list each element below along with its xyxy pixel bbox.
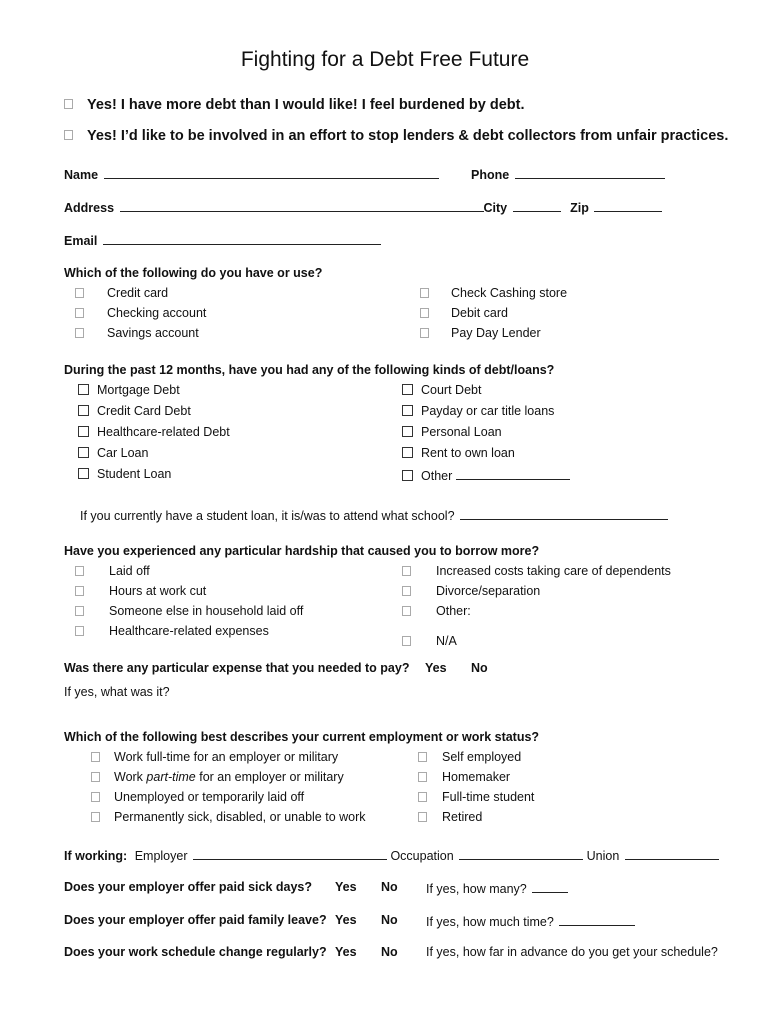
leave-yes-option[interactable]: Yes	[335, 913, 357, 927]
q1-question: Which of the following do you have or use?	[64, 266, 323, 280]
q2-option-label: Mortgage Debt	[97, 383, 180, 397]
intro-involved-label: Yes! I’d like to be involved in an effort to stop lenders & debt collectors from unfair practices.	[87, 128, 729, 144]
checkbox[interactable]	[78, 405, 89, 416]
q1-option-label: Debit card	[451, 306, 508, 320]
working-label: If working:	[64, 849, 128, 863]
q2-option[interactable]	[78, 467, 171, 481]
checkbox[interactable]	[75, 586, 84, 596]
checkbox[interactable]	[78, 426, 89, 437]
checkbox[interactable]	[75, 566, 84, 576]
q3-option[interactable]	[402, 584, 541, 598]
q1-option-label: Credit card	[107, 286, 169, 300]
q5-option-label: Retired	[442, 810, 483, 824]
q3-option-label: Hours at work cut	[109, 584, 207, 598]
schedule-question: Does your work schedule change regularly?	[64, 945, 327, 959]
q1-option[interactable]	[75, 326, 199, 340]
q3-option[interactable]	[402, 564, 671, 578]
q1-option-label: Savings account	[107, 326, 199, 340]
q5-option-label: Unemployed or temporarily laid off	[114, 790, 305, 804]
checkbox[interactable]	[402, 447, 413, 458]
checkbox[interactable]	[75, 308, 84, 318]
q5-option-label: Self employed	[442, 750, 522, 764]
employer-label: Employer	[134, 849, 188, 863]
q3-option-label: Increased costs taking care of dependents	[436, 564, 671, 578]
email-label: Email	[64, 234, 98, 248]
q1-option-label: Checking account	[107, 306, 207, 320]
q2-option-label: Payday or car title loans	[421, 404, 555, 418]
q3-option-label: Healthcare-related expenses	[109, 624, 269, 638]
sick-followup-row	[426, 880, 568, 896]
leave-time-field[interactable]	[559, 913, 635, 926]
address-field-row	[64, 199, 662, 215]
checkbox[interactable]	[402, 384, 413, 395]
q5-option[interactable]	[418, 790, 535, 804]
checkbox[interactable]	[91, 772, 100, 782]
q3-option[interactable]	[402, 634, 457, 648]
zip-label: Zip	[570, 201, 589, 215]
q2-option-label: Student Loan	[97, 467, 172, 481]
checkbox[interactable]	[420, 288, 429, 298]
intro-involved-row[interactable]	[64, 128, 728, 144]
sick-yes-option[interactable]: Yes	[335, 880, 357, 894]
city-label: City	[483, 201, 508, 215]
q2-question: During the past 12 months, have you had any of the following kinds of debt/loans?	[64, 363, 555, 377]
city-field[interactable]	[513, 199, 561, 212]
q3-option-label: N/A	[436, 634, 457, 648]
q3-option[interactable]	[75, 584, 207, 598]
q5-option[interactable]	[91, 770, 344, 784]
q3-option-label: Other:	[436, 604, 471, 618]
checkbox[interactable]	[78, 447, 89, 458]
page-title: Fighting for a Debt Free Future	[240, 48, 530, 71]
union-label: Union	[586, 849, 620, 863]
sick-followup: If yes, how many?	[426, 882, 527, 896]
q5-option-label: Homemaker	[442, 770, 511, 784]
name-field[interactable]	[104, 166, 439, 179]
student-loan-row	[80, 507, 668, 523]
q2-option-label: Personal Loan	[421, 425, 502, 439]
q1-option-label: Check Cashing store	[451, 286, 568, 300]
q3-option[interactable]	[75, 564, 150, 578]
q5-option-label: Work part-time for an employer or military	[114, 770, 344, 784]
q3-option[interactable]	[75, 604, 304, 618]
checkbox[interactable]	[402, 405, 413, 416]
phone-field[interactable]	[515, 166, 665, 179]
q2-option[interactable]	[402, 404, 554, 418]
q1-option[interactable]	[420, 286, 568, 300]
q1-option[interactable]	[75, 286, 169, 300]
q4-no-option[interactable]: No	[471, 661, 488, 675]
schedule-no-option[interactable]: No	[381, 945, 398, 959]
checkbox[interactable]	[78, 468, 89, 479]
q1-option-label: Pay Day Lender	[451, 326, 541, 340]
q5-option-label: Work full-time for an employer or military	[114, 750, 339, 764]
q3-option-label: Laid off	[109, 564, 150, 578]
checkbox[interactable]	[420, 308, 429, 318]
leave-followup: If yes, how much time?	[426, 915, 554, 929]
schedule-yes-option[interactable]: Yes	[335, 945, 357, 959]
checkbox[interactable]	[418, 772, 427, 782]
q3-option[interactable]	[402, 604, 471, 618]
q3-option[interactable]	[75, 624, 269, 638]
q2-option[interactable]	[78, 383, 180, 397]
checkbox[interactable]	[64, 99, 73, 109]
q5-option-label: Full-time student	[442, 790, 535, 804]
q4-followup: If yes, what was it?	[64, 685, 170, 699]
q5-option[interactable]	[418, 750, 522, 764]
employer-field[interactable]	[193, 847, 387, 860]
q1-option[interactable]	[420, 326, 541, 340]
checkbox[interactable]	[402, 426, 413, 437]
checkbox[interactable]	[75, 626, 84, 636]
checkbox[interactable]	[418, 812, 427, 822]
checkbox[interactable]	[402, 586, 411, 596]
q1-option[interactable]	[75, 306, 207, 320]
email-field[interactable]	[103, 232, 381, 245]
q5-option[interactable]	[91, 790, 305, 804]
q5-option[interactable]	[418, 770, 511, 784]
checkbox[interactable]	[64, 130, 73, 140]
q2-option-label: Healthcare-related Debt	[97, 425, 230, 439]
checkbox[interactable]	[402, 636, 411, 646]
q3-option-label: Someone else in household laid off	[109, 604, 304, 618]
email-field-row	[64, 232, 381, 248]
q1-option[interactable]	[420, 306, 508, 320]
checkbox[interactable]	[418, 792, 427, 802]
checkbox[interactable]	[91, 792, 100, 802]
occupation-label: Occupation	[390, 849, 454, 863]
occupation-field[interactable]	[459, 847, 583, 860]
checkbox[interactable]	[78, 384, 89, 395]
q2-option[interactable]	[78, 446, 148, 460]
q4-yes-option[interactable]: Yes	[425, 661, 447, 675]
q5-option-label: Permanently sick, disabled, or unable to work	[114, 810, 366, 824]
q2-option-label: Car Loan	[97, 446, 149, 460]
q4-question: Was there any particular expense that you needed to pay?	[64, 661, 410, 675]
checkbox[interactable]	[75, 606, 84, 616]
name-label: Name	[64, 168, 99, 182]
school-field[interactable]	[460, 507, 668, 520]
intro-burdened-row[interactable]	[64, 97, 525, 113]
q5-question: Which of the following best describes your current employment or work status?	[64, 730, 540, 744]
checkbox[interactable]	[402, 566, 411, 576]
q2-option-label: Credit Card Debt	[97, 404, 191, 418]
checkbox[interactable]	[402, 470, 413, 481]
checkbox[interactable]	[91, 752, 100, 762]
q2-option[interactable]	[402, 425, 502, 439]
phone-label: Phone	[471, 168, 510, 182]
q3-option-label: Divorce/separation	[436, 584, 541, 598]
sick-days-field[interactable]	[532, 880, 568, 893]
name-field-row	[64, 166, 439, 182]
working-row	[64, 847, 719, 863]
q2-option-other[interactable]	[402, 467, 570, 483]
sick-no-option[interactable]: No	[381, 880, 398, 894]
q2-option-label: Rent to own loan	[421, 446, 515, 460]
q2-option-label: Other	[421, 469, 453, 483]
phone-field-row	[471, 166, 665, 182]
leave-followup-row	[426, 913, 635, 929]
q5-option[interactable]	[91, 810, 366, 824]
schedule-followup: If yes, how far in advance do you get your schedule?	[426, 945, 718, 959]
address-field[interactable]	[120, 199, 484, 212]
leave-no-option[interactable]: No	[381, 913, 398, 927]
checkbox[interactable]	[420, 328, 429, 338]
sick-question: Does your employer offer paid sick days?	[64, 880, 312, 894]
zip-field[interactable]	[594, 199, 662, 212]
q2-option[interactable]	[402, 383, 481, 397]
q3-question: Have you experienced any particular hardship that caused you to borrow more?	[64, 544, 540, 558]
checkbox[interactable]	[75, 288, 84, 298]
leave-question: Does your employer offer paid family leave?	[64, 913, 327, 927]
union-field[interactable]	[625, 847, 719, 860]
q2-option[interactable]	[78, 425, 230, 439]
q2-option[interactable]	[78, 404, 191, 418]
checkbox[interactable]	[75, 328, 84, 338]
address-label: Address	[64, 201, 115, 215]
q2-option-label: Court Debt	[421, 383, 482, 397]
q2-option[interactable]	[402, 446, 515, 460]
student-loan-question: If you currently have a student loan, it is/was to attend what school?	[80, 509, 455, 523]
checkbox[interactable]	[418, 752, 427, 762]
intro-burdened-label: Yes! I have more debt than I would like! I feel burdened by debt.	[87, 97, 525, 113]
q5-option[interactable]	[418, 810, 483, 824]
other-debt-field[interactable]	[456, 467, 570, 480]
checkbox[interactable]	[402, 606, 411, 616]
q5-option[interactable]	[91, 750, 339, 764]
checkbox[interactable]	[91, 812, 100, 822]
